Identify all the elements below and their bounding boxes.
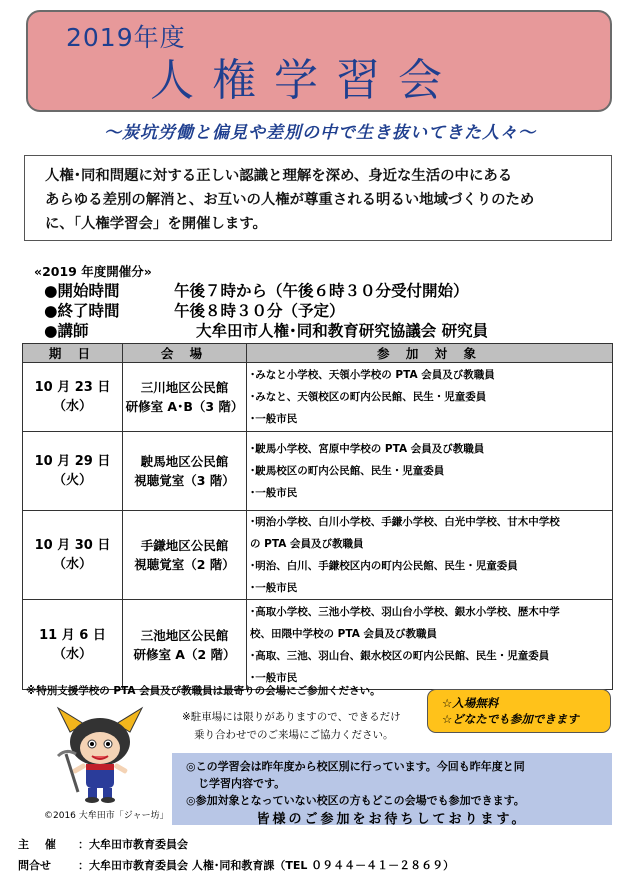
target-line: ･一般市民 <box>250 487 298 499</box>
date-cell <box>23 432 123 511</box>
intro-line: に、「人権学習会」を開催します。 <box>45 216 267 232</box>
target-line: ･明治、白川、手鎌校区内の町内公民館、民生・児童委員 <box>250 560 518 572</box>
target-line: ･駛馬校区の町内公民館、民生・児童委員 <box>250 465 445 477</box>
weekday: （火） <box>52 473 92 488</box>
host-value: ：大牟田市教育委員会 <box>78 838 188 851</box>
anyone-welcome-line: ☆どなたでも参加できます <box>442 712 579 726</box>
date-cell <box>23 600 123 690</box>
schedule-table <box>22 343 613 690</box>
lecturer-label: ●講師 <box>44 322 89 340</box>
venue-cell <box>123 600 247 690</box>
page-title: 人権学習会 <box>150 55 460 106</box>
table-header-row <box>23 344 613 363</box>
date: 11 月 6 日 <box>39 627 106 643</box>
end-time-row <box>44 299 345 321</box>
target-line: ･一般市民 <box>250 671 298 684</box>
table-row <box>23 600 613 690</box>
info-line: じ学習内容です。 <box>198 777 286 790</box>
venue-name: 手鎌地区公民館 <box>140 538 229 553</box>
target-cell <box>247 432 613 511</box>
target-line: ･一般市民 <box>250 413 298 425</box>
venue-room: 視聴覚室（3 階） <box>134 473 235 488</box>
end-time-value: 午後８時３０分（予定） <box>174 302 345 320</box>
weekday: （水） <box>52 557 92 572</box>
host-label: 主 催 <box>18 838 62 851</box>
target-line: ･駛馬小学校、宮原中学校の PTA 会員及び教職員 <box>250 443 485 455</box>
intro-line: 人権･同和問題に対する正しい認識と理解を深め、身近な生活の中にある <box>45 168 513 184</box>
table-row <box>23 511 613 600</box>
target-line: ･高取、三池、羽山台、銀水校区の町内公民館、民生・児童委員 <box>250 649 550 662</box>
target-line: ･明治小学校、白川小学校、手鎌小学校、白光中学校、甘木中学校 <box>250 516 560 528</box>
special-school-note: ※特別支援学校の PTA 会員及び教職員は最寄りの会場にご参加ください。 <box>26 685 381 697</box>
info-line: ◎この学習会は昨年度から校区別に行っています。今回も昨年度と同 <box>186 760 525 773</box>
lecturer-value: 大牟田市人権･同和教育研究協議会 研究員 <box>196 322 489 340</box>
venue-room: 研修室 A（2 階） <box>133 646 236 662</box>
intro-box <box>24 155 612 241</box>
column-header-date: 期 日 <box>23 344 123 363</box>
target-cell <box>247 363 613 432</box>
start-time-row <box>44 279 469 301</box>
venue-name: 三池地区公民館 <box>140 627 229 643</box>
date: 10 月 23 日 <box>34 380 111 395</box>
lecturer-row <box>44 319 488 341</box>
venue-cell <box>123 511 247 600</box>
target-cell <box>247 600 613 690</box>
target-line: ･みなと小学校、天領小学校の PTA 会員及び教職員 <box>250 369 495 381</box>
parking-line: 乗り合わせでのご来場にご協力ください。 <box>194 729 394 741</box>
venue-cell <box>123 363 247 432</box>
column-header-venue: 会 場 <box>123 344 247 363</box>
mascot-credit: ©2016 大牟田市「ジャー坊」 <box>44 811 169 821</box>
info-line: ◎参加対象となっていない校区の方もどこの会場でも参加できます。 <box>186 794 525 807</box>
venue-room: 研修室 A･B（3 階） <box>125 399 244 414</box>
parking-note <box>182 708 401 744</box>
target-cell <box>247 511 613 600</box>
target-line: ･みなと、天領校区の町内公民館、民生・児童委員 <box>250 391 487 403</box>
venue-name: 三川地区公民館 <box>140 380 229 395</box>
venue-name: 駛馬地区公民館 <box>140 454 229 469</box>
closing-message: 皆様のご参加をお待ちしております。 <box>256 812 528 827</box>
date: 10 月 30 日 <box>34 538 111 553</box>
venue-cell <box>123 432 247 511</box>
weekday: （水） <box>52 646 92 662</box>
table-row <box>23 432 613 511</box>
table-row <box>23 363 613 432</box>
start-time-value: 午後７時から（午後６時３０分受付開始） <box>174 282 469 300</box>
subtitle: ～炭坑労働と偏見や差別の中で生き抜いてきた人々～ <box>104 123 536 143</box>
parking-line: ※駐車場には限りがありますので、できるだけ <box>182 711 401 723</box>
date-cell <box>23 511 123 600</box>
footer-contact <box>18 857 454 873</box>
weekday: （水） <box>52 399 92 414</box>
date-cell <box>23 363 123 432</box>
mascot-illustration <box>50 704 150 804</box>
schedule-heading: «2019 年度開催分» <box>34 264 152 279</box>
venue-room: 視聴覚室（2 階） <box>134 557 235 572</box>
end-time-label: ●終了時間 <box>44 302 120 320</box>
contact-value: ：大牟田市教育委員会 人権･同和教育課（TEL ０９４４－４１－２８６９） <box>78 859 455 872</box>
start-time-label: ●開始時間 <box>44 282 120 300</box>
intro-line: あらゆる差別の解消と、お互いの人権が尊重される明るい地域づくりのため <box>45 192 535 208</box>
contact-label: 問合せ <box>18 859 51 872</box>
target-line: の PTA 会員及び教職員 <box>250 538 364 550</box>
footer-host <box>18 836 188 852</box>
date: 10 月 29 日 <box>34 454 111 469</box>
free-admission-line: ☆入場無料 <box>442 696 499 710</box>
target-line: ･高取小学校、三池小学校、羽山台小学校、銀水小学校、歴木中学 <box>250 605 560 618</box>
column-header-target: 参 加 対 象 <box>247 344 613 363</box>
free-admission-box <box>427 689 611 733</box>
target-line: ･一般市民 <box>250 582 298 594</box>
event-year: 2019年度 <box>66 23 186 52</box>
target-line: 校、田隈中学校の PTA 会員及び教職員 <box>250 627 437 640</box>
